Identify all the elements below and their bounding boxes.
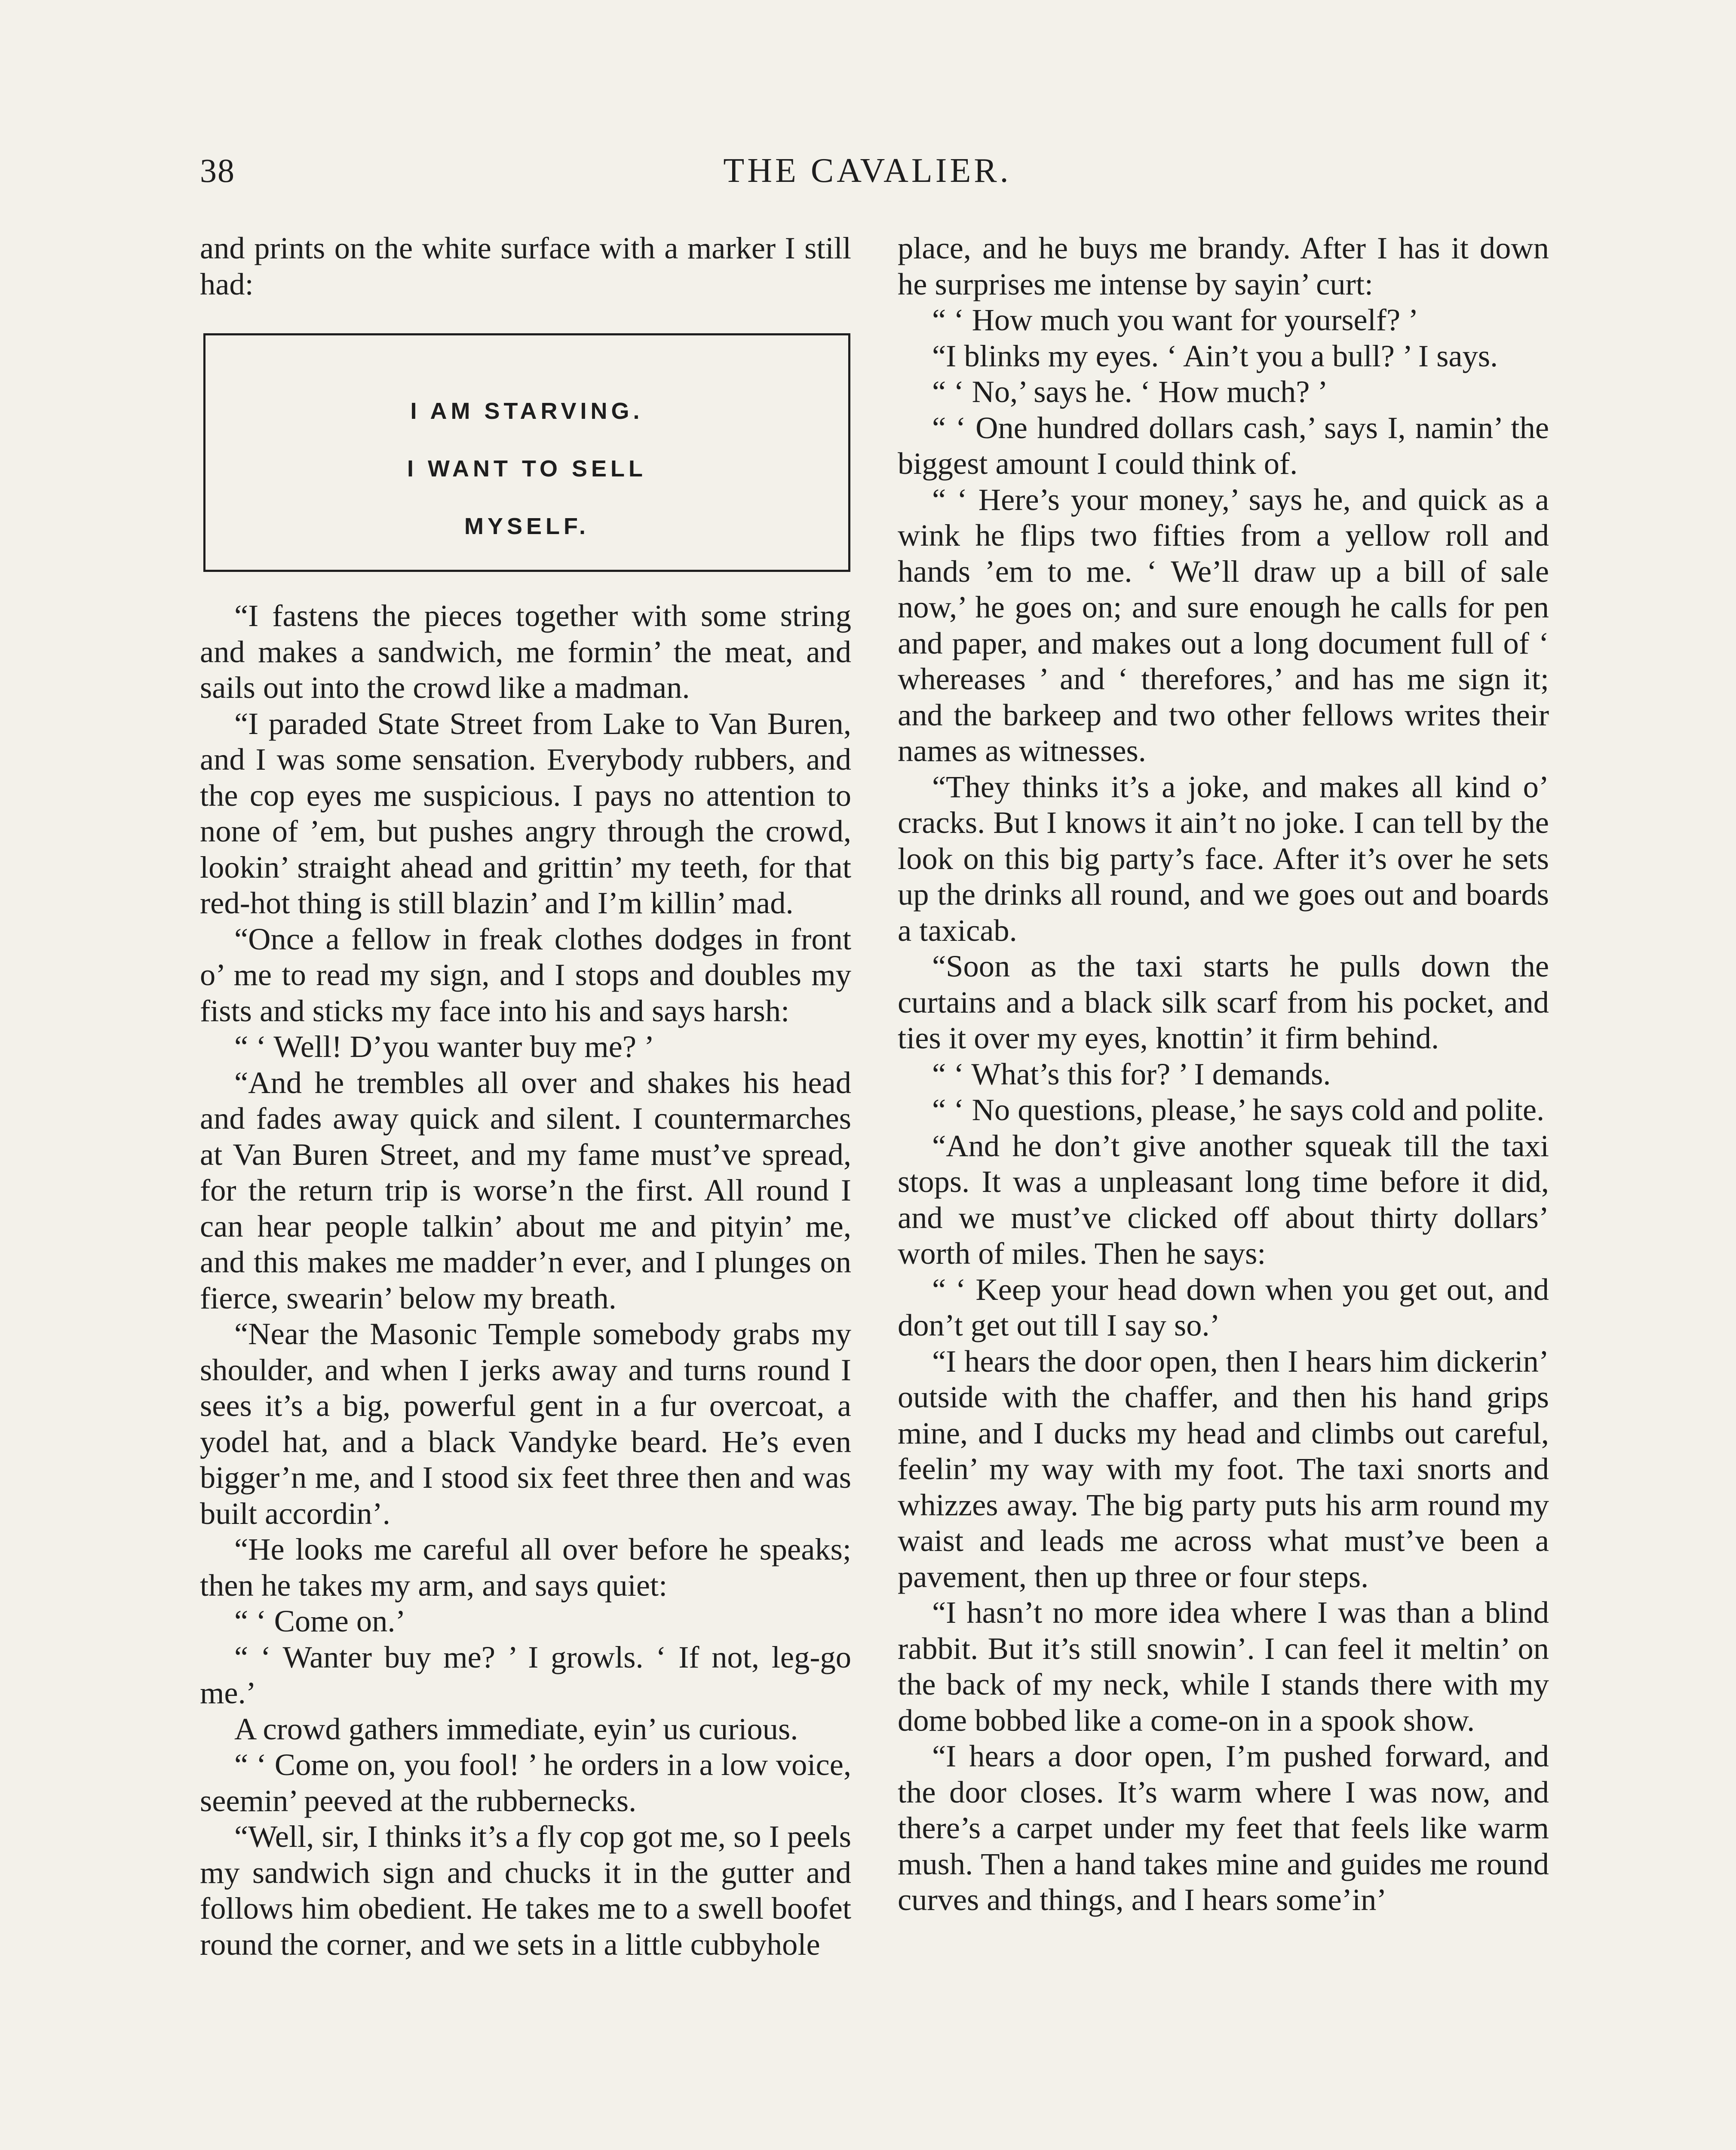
paragraph: “I hears the door open, then I hears him dickerin’ outside with the chaffer, and then his hand grips mine, and I ducks my head and climbs out careful, feelin’ my way with my foot. The taxi snorts and whizzes away. The big party puts his arm round my waist and leads me across what must’ve been a pavement, then up three or four steps. — [898, 1343, 1549, 1594]
paragraph: “Once a fellow in freak clothes dodges in front o’ me to read my sign, and I stops and doubles my fists and sticks my face into his and says harsh: — [200, 921, 851, 1028]
page-number: 38 — [200, 152, 235, 189]
right-column — [898, 230, 1549, 1918]
paragraph: “And he don’t give another squeak till the taxi stops. It was a unpleasant long time before it did, and we must’ve clicked off about thirty dollars’ worth of miles. Then he says: — [898, 1128, 1549, 1271]
paragraph: place, and he buys me brandy. After I has it down he surprises me intense by sayin’ curt: — [898, 230, 1549, 301]
sign-line: I AM STARVING. — [410, 398, 644, 424]
paragraph: and prints on the white surface with a marker I still had: — [200, 230, 851, 301]
paragraph: “I hears a door open, I’m pushed forward, and the door closes. It’s warm where I was now, and there’s a carpet under my feet that feels like warm mush. Then a hand takes mine and guides me round curves and things, and I hears some’in’ — [898, 1738, 1549, 1917]
paragraph: “I blinks my eyes. ‘ Ain’t you a bull? ’ I says. — [932, 338, 1498, 373]
paragraph: “ ‘ Come on.’ — [234, 1603, 406, 1638]
paragraph: “ ‘ Come on, you fool! ’ he orders in a low voice, seemin’ peeved at the rubbernecks. — [200, 1747, 851, 1818]
paragraph: “ ‘ How much you want for yourself? ’ — [932, 302, 1419, 337]
paragraph: “They thinks it’s a joke, and makes all kind o’ cracks. But I knows it ain’t no joke. I can tell by the look on this big party’s face. After it’s over he sets up the drinks all round, and we goes out and boards a taxicab. — [898, 769, 1549, 948]
paragraph: “ ‘ No questions, please,’ he says cold and polite. — [932, 1092, 1545, 1127]
paragraph: “Near the Masonic Temple somebody grabs my shoulder, and when I jerks away and turns round I sees it’s a big, powerful gent in a fur overcoat, a yodel hat, and a black Vandyke beard. He’s even bigger’n me, and I stood six feet three then and was built accordin’. — [200, 1316, 851, 1531]
paragraph: “He looks me careful all over before he speaks; then he takes my arm, and says quiet: — [200, 1532, 851, 1603]
page-header — [200, 151, 1535, 199]
paragraph: “ ‘ Keep your head down when you get out, and don’t get out till I say so.’ — [898, 1272, 1549, 1342]
sign-box — [203, 333, 850, 572]
paragraph: “I paraded State Street from Lake to Van Buren, and I was some sensation. Everybody rubbers, and the cop eyes me suspicious. I pays no attention to none of ’em, but pushes angry through the crowd, lookin’ straight ahead and grittin’ my teeth, for that red-hot thing is still blazin’ and I’m killin’ mad. — [200, 706, 851, 920]
paragraph: “ ‘ What’s this for? ’ I demands. — [932, 1056, 1331, 1091]
paragraph: “Soon as the taxi starts he pulls down the curtains and a black silk scarf from his pocket, and ties it over my eyes, knottin’ it firm behind. — [898, 949, 1549, 1055]
paragraph: “ ‘ One hundred dollars cash,’ says I, namin’ the biggest amount I could think of. — [898, 410, 1549, 481]
paragraph: “I hasn’t no more idea where I was than a blind rabbit. But it’s still snowin’. I can feel it meltin’ on the back of my neck, while I stands there with my dome bobbed like a come-on in a spook show. — [898, 1595, 1549, 1738]
paragraph: A crowd gathers immediate, eyin’ us curious. — [234, 1711, 798, 1746]
paragraph: “I fastens the pieces together with some string and makes a sandwich, me formin’ the meat, and sails out into the crowd like a madman. — [200, 598, 851, 705]
running-title: THE CAVALIER. — [723, 152, 1012, 190]
sign-line: MYSELF. — [464, 513, 590, 539]
paragraph: “ ‘ Well! D’you wanter buy me? ’ — [234, 1029, 655, 1064]
paragraph: “ ‘ Here’s your money,’ says he, and quick as a wink he flips two fifties from a yellow roll and hands ’em to me. ‘ We’ll draw up a bill of sale now,’ he goes on; and sure enough he calls for pen and paper, and makes out a long document full of ‘ whereases ’ and ‘ therefores,’ and has me sign it; and the barkeep and two other fellows writes their names as witnesses. — [898, 482, 1549, 768]
paragraph: “Well, sir, I thinks it’s a fly cop got me, so I peels my sandwich sign and chucks it in the gutter and follows him obedient. He takes me to a swell boofet round the corner, and we sets in a little cubbyhole — [200, 1819, 851, 1962]
paragraph: “And he trembles all over and shakes his head and fades away quick and silent. I countermarches at Van Buren Street, and my fame must’ve spread, for the return trip is worse’n the first. All round I can hear people talkin’ about me and pityin’ me, and this makes me madder’n ever, and I plunges on fierce, swearin’ below my breath. — [200, 1065, 851, 1315]
paragraph: “ ‘ No,’ says he. ‘ How much? ’ — [932, 374, 1328, 409]
paragraph: “ ‘ Wanter buy me? ’ I growls. ‘ If not, leg-go me.’ — [200, 1639, 851, 1710]
sign-line: I WANT TO SELL — [407, 456, 647, 482]
left-column — [200, 230, 851, 1962]
